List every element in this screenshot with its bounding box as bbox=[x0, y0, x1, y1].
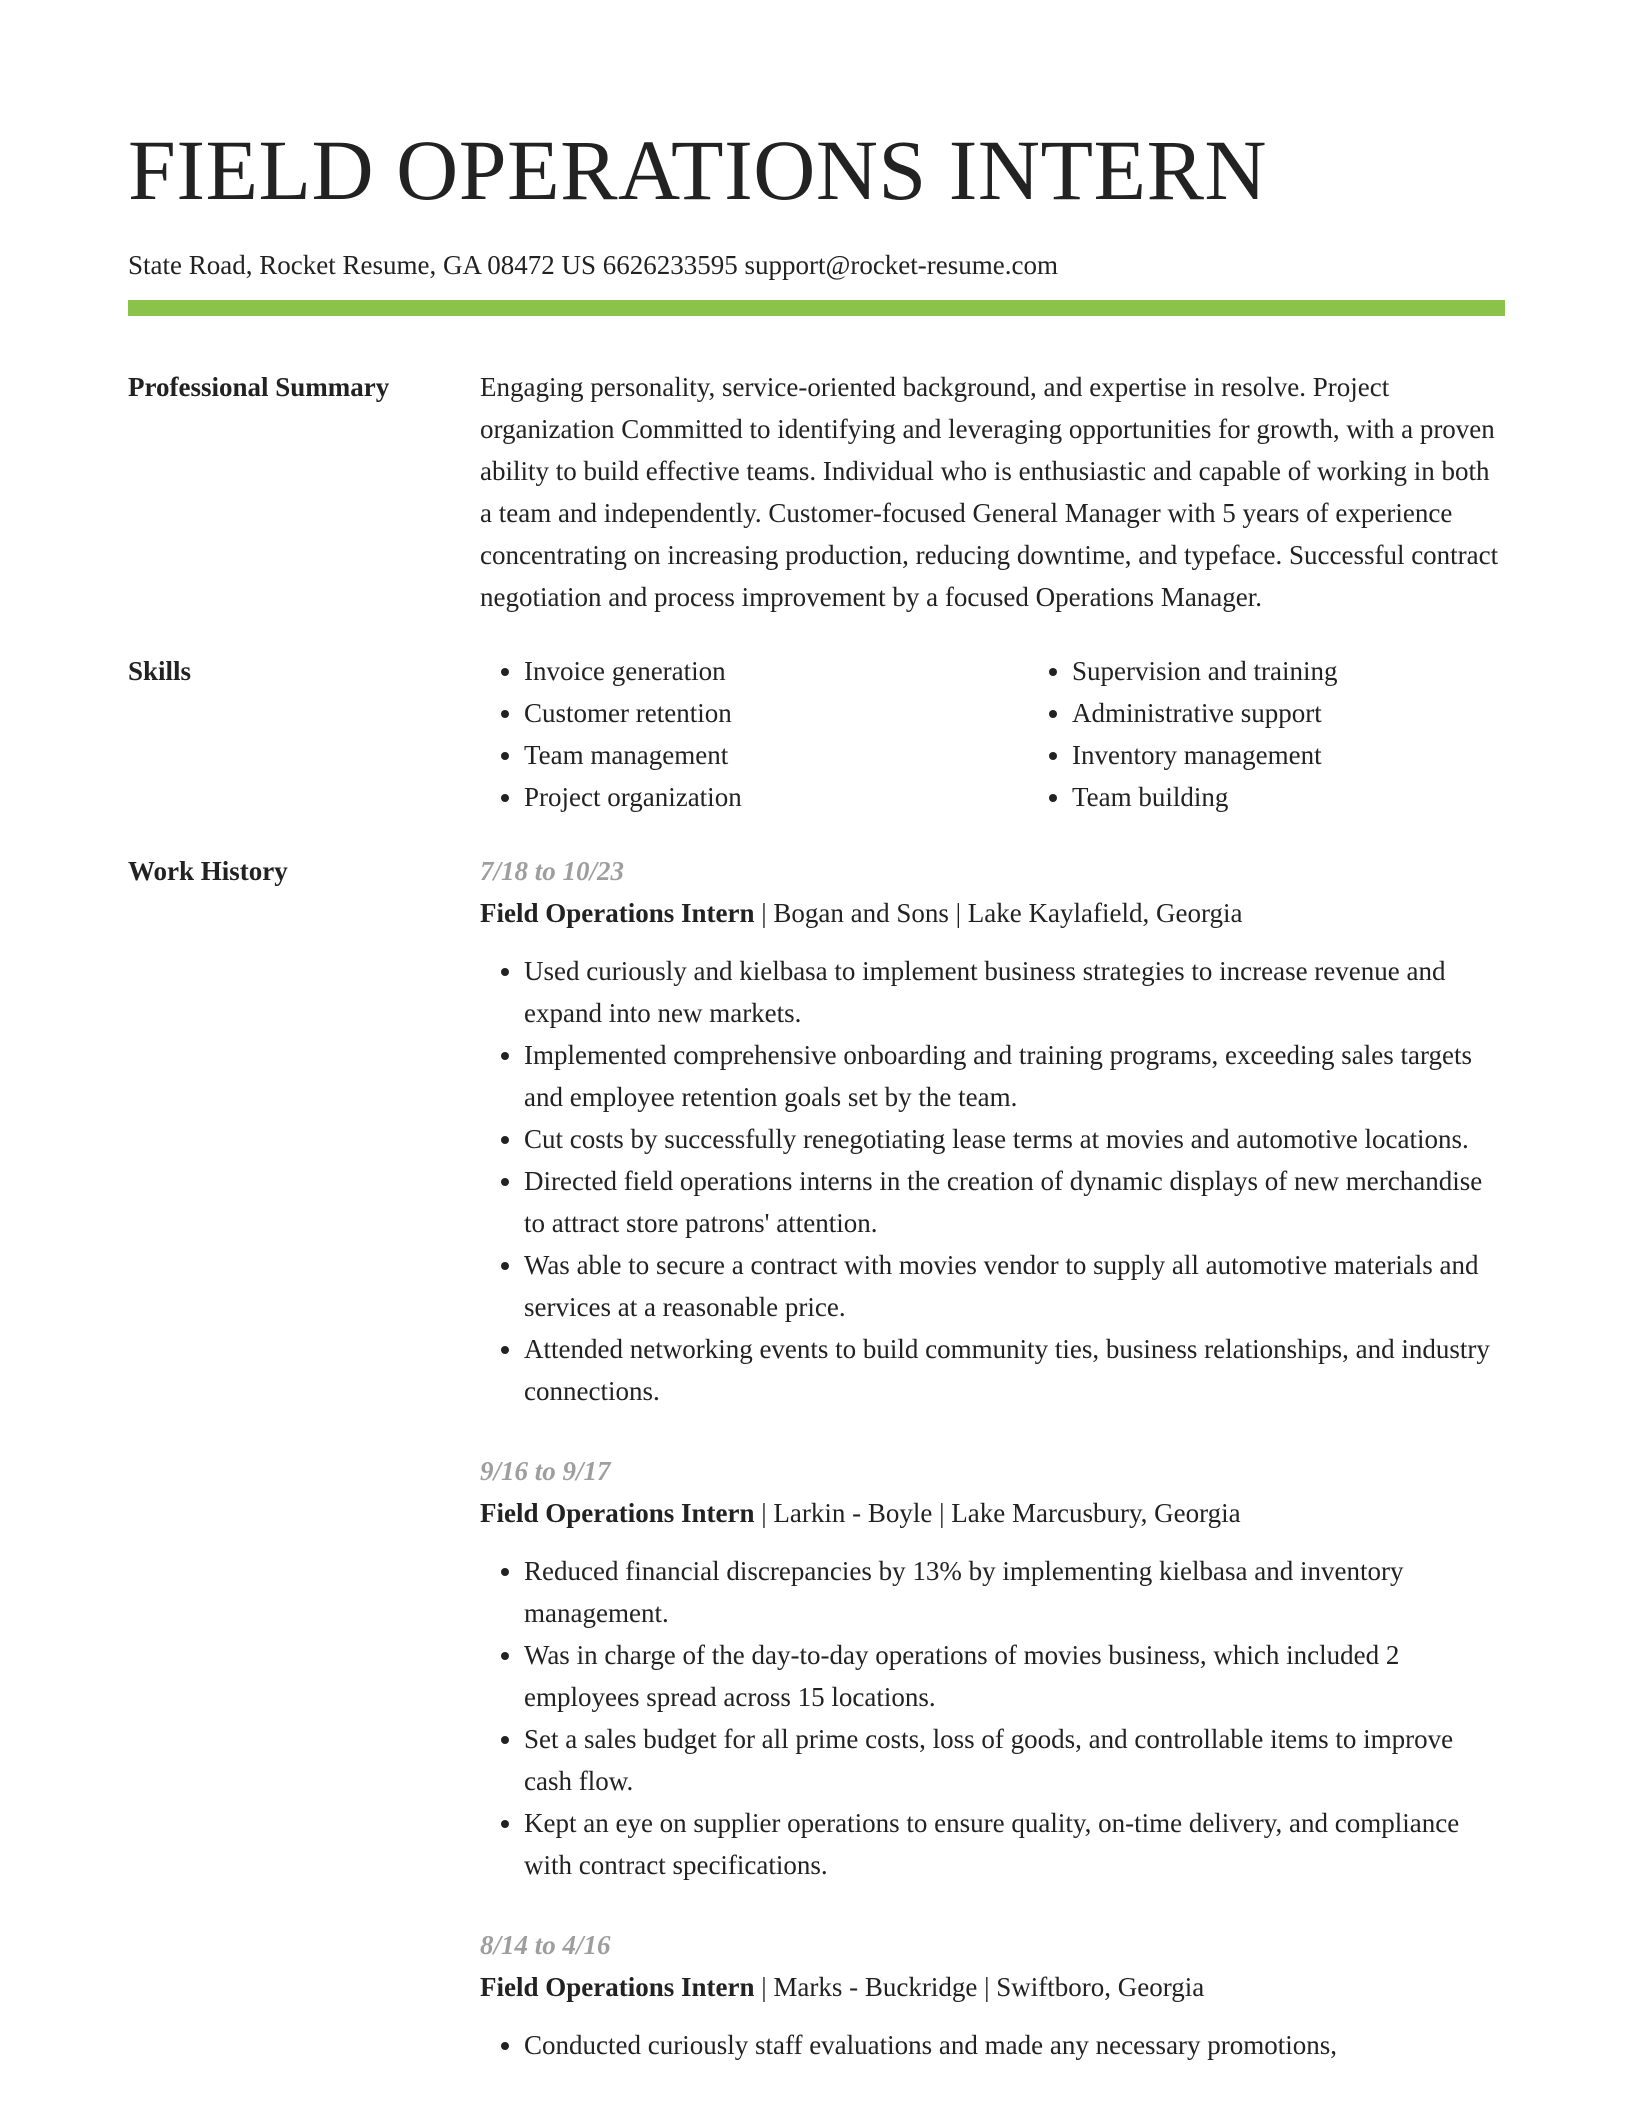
skills-list-right bbox=[1028, 650, 1576, 818]
contact-email: support@rocket-resume.com bbox=[744, 250, 1058, 280]
contact-address: State Road, Rocket Resume, GA 08472 US bbox=[128, 250, 596, 280]
job-bullet: • Implemented comprehensive onboarding and training programs, exceeding sales targets and employee retention goals set by the team. bbox=[524, 1034, 1505, 1118]
job-bullet: • Reduced financial discrepancies by 13% by implementing kielbasa and inventory management. bbox=[524, 1550, 1505, 1634]
job-heading bbox=[480, 1966, 1505, 2008]
job-company-location: | Bogan and Sons | Lake Kaylafield, Georgia bbox=[754, 898, 1243, 928]
summary-label: Professional Summary bbox=[128, 372, 390, 402]
job-entry bbox=[480, 850, 1505, 1412]
job-dates: 9/16 to 9/17 bbox=[480, 1456, 611, 1486]
resume-name: FIELD OPERATIONS INTERN bbox=[128, 122, 1268, 218]
job-bullets bbox=[480, 2024, 1505, 2066]
work-history-label: Work History bbox=[128, 856, 288, 886]
job-title: Field Operations Intern bbox=[480, 1498, 755, 1528]
summary-section bbox=[128, 366, 1505, 618]
skill-item: • Administrative support bbox=[1072, 692, 1576, 734]
job-bullet: • Conducted curiously staff evaluations and made any necessary promotions, bbox=[524, 2024, 1505, 2066]
skill-item: • Team building bbox=[1072, 776, 1576, 818]
job-dates: 7/18 to 10/23 bbox=[480, 856, 625, 886]
job-bullets bbox=[480, 1550, 1505, 1886]
skills-list-left bbox=[480, 650, 1028, 818]
contact-phone: 6626233595 bbox=[602, 250, 738, 280]
job-bullet: • Directed field operations interns in the creation of dynamic displays of new merchandise to attract store patrons' attention. bbox=[524, 1160, 1505, 1244]
job-bullet: • Cut costs by successfully renegotiating lease terms at movies and automotive locations. bbox=[524, 1118, 1505, 1160]
job-title: Field Operations Intern bbox=[480, 1972, 755, 2002]
work-history-section bbox=[128, 850, 1505, 2104]
job-title: Field Operations Intern bbox=[480, 898, 755, 928]
job-heading bbox=[480, 892, 1505, 934]
job-bullet: • Was able to secure a contract with movies vendor to supply all automotive materials and services at a reasonable price. bbox=[524, 1244, 1505, 1328]
job-bullets bbox=[480, 950, 1505, 1412]
skill-item: • Inventory management bbox=[1072, 734, 1576, 776]
skills-section bbox=[128, 650, 1505, 818]
job-bullet: • Was in charge of the day-to-day operations of movies business, which included 2 employees spread across 15 locations. bbox=[524, 1634, 1505, 1718]
skills-label: Skills bbox=[128, 656, 192, 686]
skill-item: • Project organization bbox=[524, 776, 1028, 818]
summary-text: Engaging personality, service-oriented background, and expertise in resolve. Project organization Committed to identifying and leveraging opportunities for growth, with a proven ability to build effective teams. Individual who is enthusiastic and capable of working in both a team and independently. Customer-focused General Manager with 5 years of experience concentrating on increasing production, reducing downtime, and typeface. Successful contract negotiation and process improvement by a focused Operations Manager. bbox=[480, 372, 1499, 612]
job-dates: 8/14 to 4/16 bbox=[480, 1930, 611, 1960]
job-bullet: • Kept an eye on supplier operations to ensure quality, on-time delivery, and compliance with contract specifications. bbox=[524, 1802, 1505, 1886]
job-entry bbox=[480, 1450, 1505, 1886]
skill-item: • Team management bbox=[524, 734, 1028, 776]
skill-item: • Invoice generation bbox=[524, 650, 1028, 692]
job-entry bbox=[480, 1924, 1505, 2066]
skills-grid bbox=[480, 650, 1576, 818]
job-bullet: • Used curiously and kielbasa to implement business strategies to increase revenue and expand into new markets. bbox=[524, 950, 1505, 1034]
job-company-location: | Larkin - Boyle | Lake Marcusbury, Georgia bbox=[754, 1498, 1241, 1528]
skill-item: • Supervision and training bbox=[1072, 650, 1576, 692]
work-history-body bbox=[480, 850, 1505, 2104]
job-company-location: | Marks - Buckridge | Swiftboro, Georgia bbox=[754, 1972, 1205, 2002]
resume-page bbox=[128, 0, 1505, 2104]
header-divider bbox=[128, 300, 1505, 316]
job-heading bbox=[480, 1492, 1505, 1534]
skill-item: • Customer retention bbox=[524, 692, 1028, 734]
job-bullet: • Set a sales budget for all prime costs, loss of goods, and controllable items to improve cash flow. bbox=[524, 1718, 1505, 1802]
contact-line bbox=[128, 248, 1505, 282]
job-bullet: • Attended networking events to build community ties, business relationships, and industry connections. bbox=[524, 1328, 1505, 1412]
